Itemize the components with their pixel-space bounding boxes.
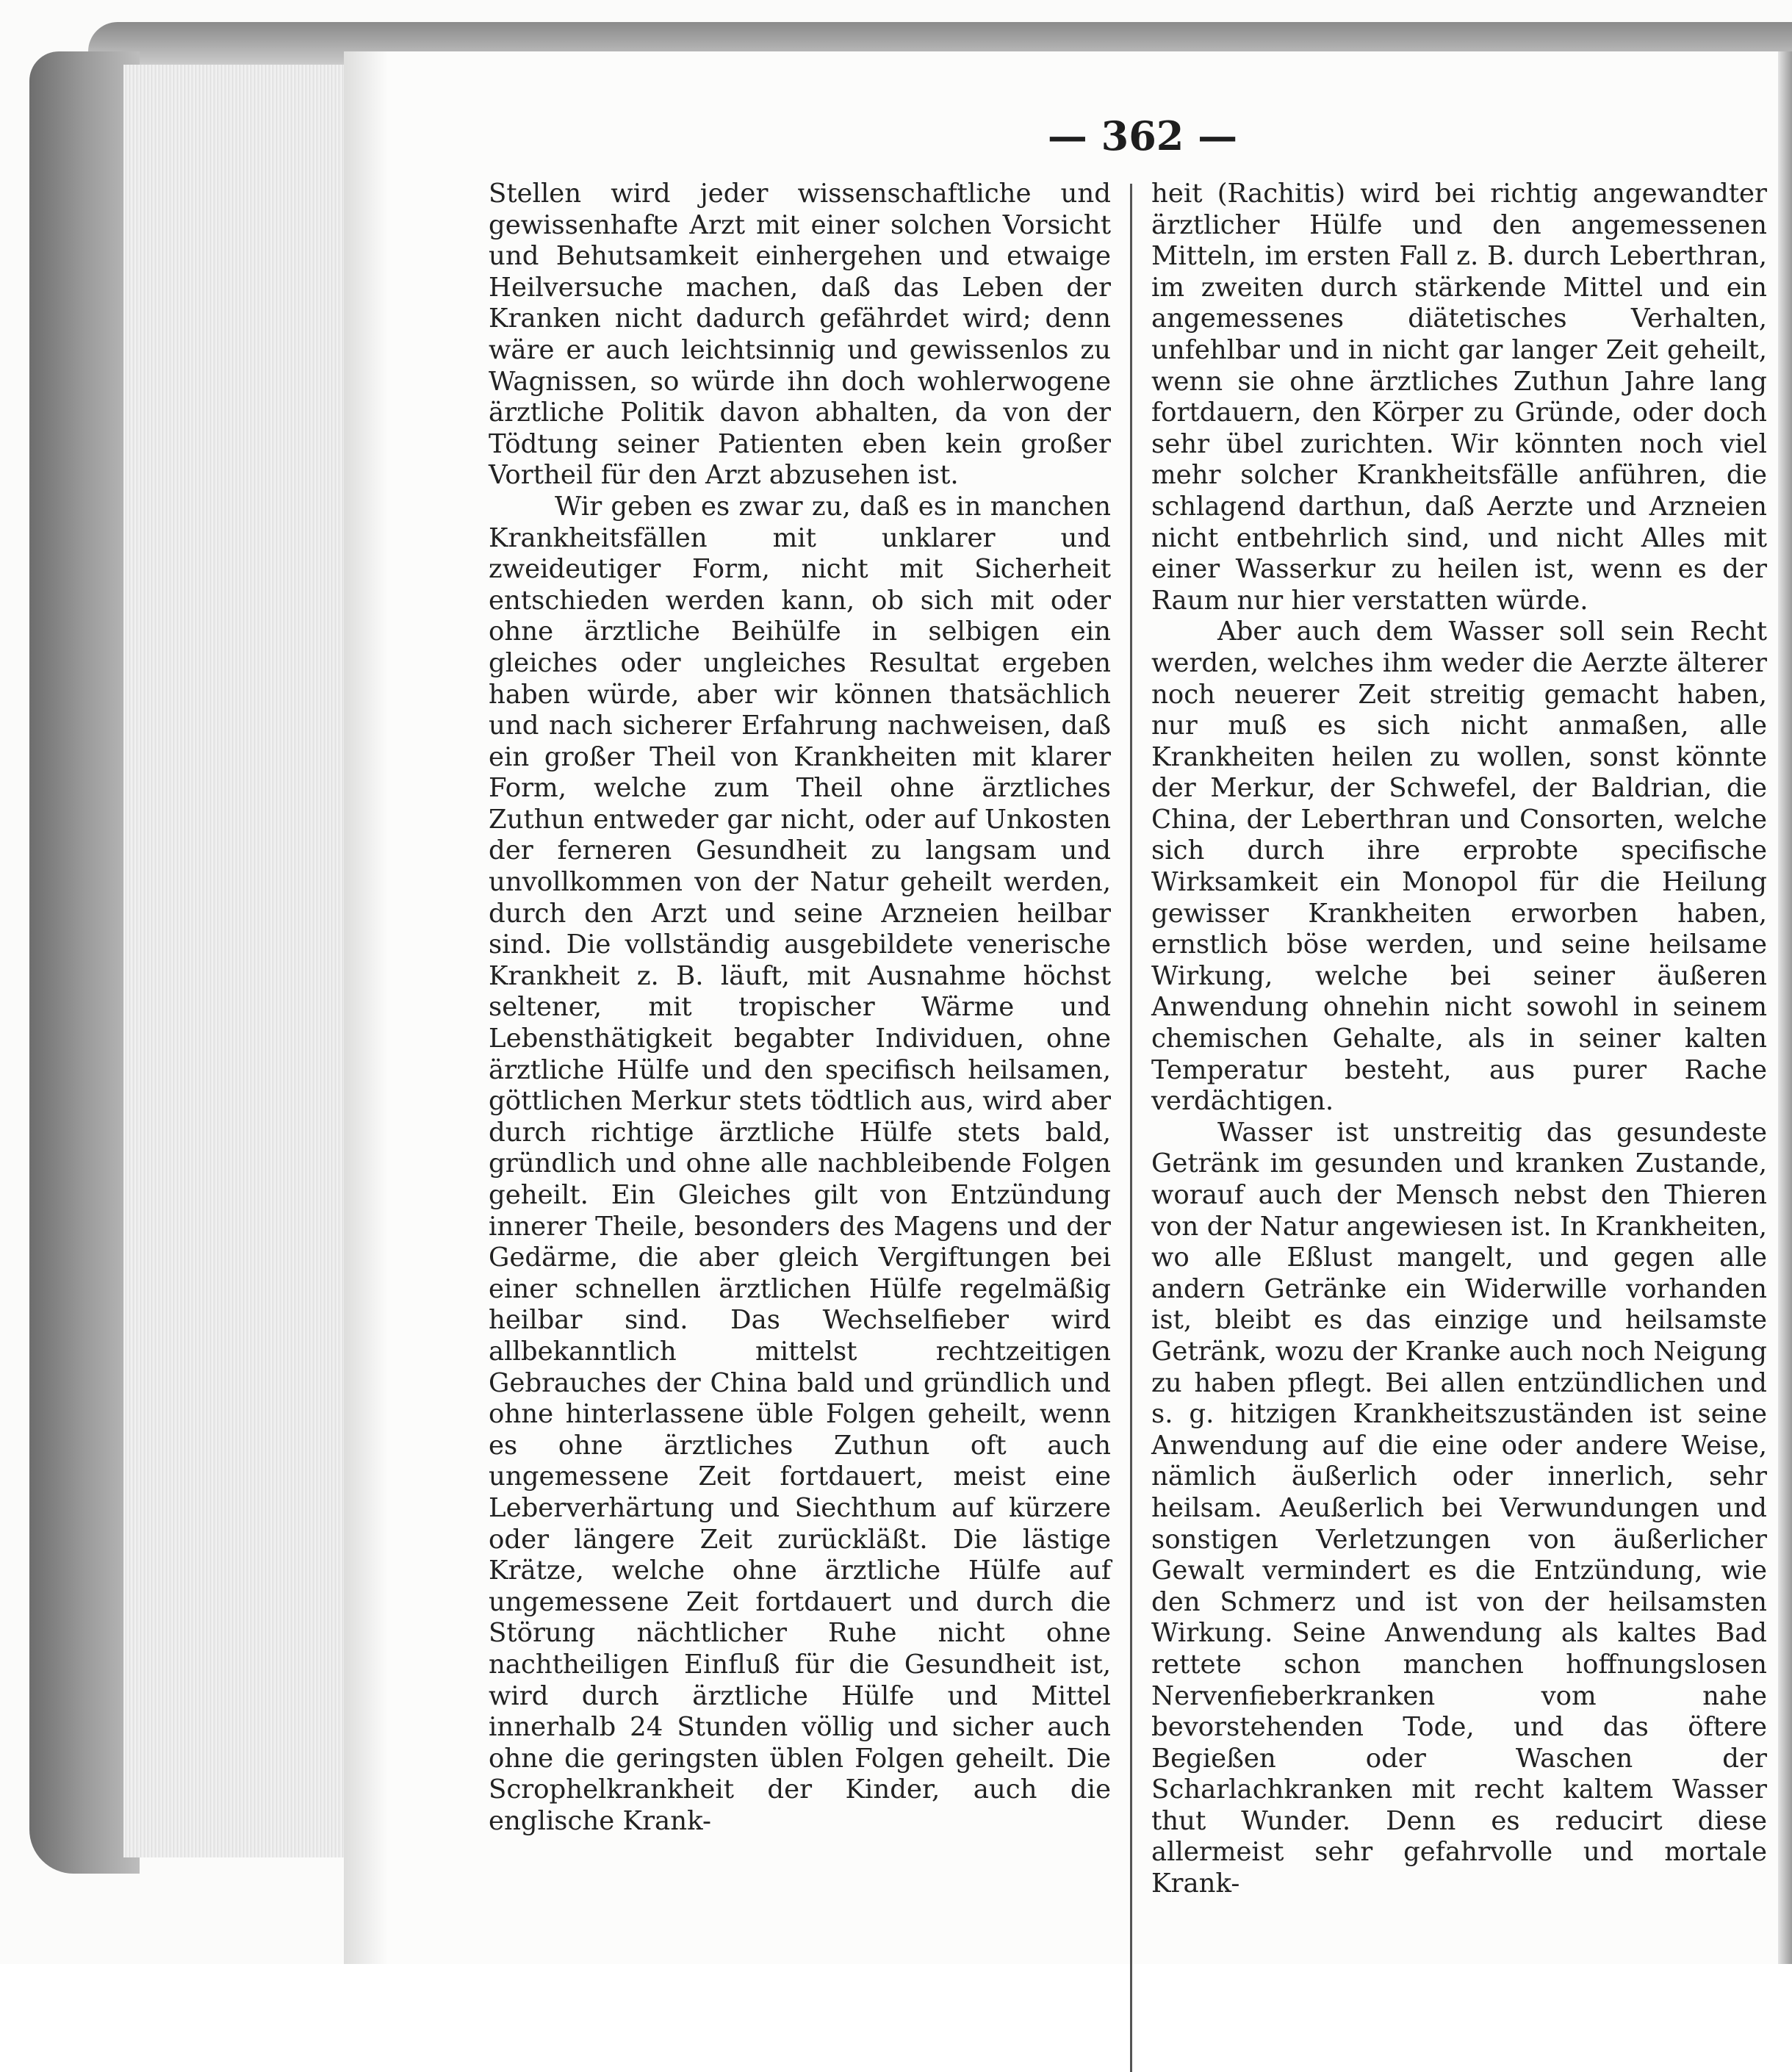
right-text-column	[1151, 179, 1767, 1900]
paragraph: Stellen wird jeder wissenschaftliche und gewissenhafte Arzt mit einer solchen Vorsicht und Behutsamkeit einhergehen und etwaige Heilversuche machen, daß das Leben der Kranken nicht dadurch gefährdet wird; denn wäre er auch leichtsinnig und gewissenlos zu Wagnissen, so würde ihn doch wohlerwogene ärztliche Politik davon abhalten, da von der Tödtung seiner Patienten eben kein großer Vortheil für den Arzt abzusehen ist.	[489, 179, 1111, 491]
page-stack-edges	[123, 65, 345, 1857]
page-number: — 362 —	[1047, 112, 1238, 159]
binding-shadow	[344, 51, 388, 1964]
page-right-edge	[1778, 51, 1792, 1964]
left-text-column	[489, 179, 1111, 1837]
paragraph: Wasser ist unstreitig das gesundeste Getränk im gesunden und kranken Zustande, worauf auch der Mensch nebst den Thieren von der Natur angewiesen ist. In Krankheiten, wo alle Eßlust mangelt, und gegen alle andern Getränke ein Widerwille vorhanden ist, bleibt es das einzige und heilsamste Getränk, wozu der Kranke auch noch Neigung zu haben pflegt. Bei allen entzündlichen und s. g. hitzigen Krankheitszuständen ist seine Anwendung auf die eine oder andere Weise, nämlich äußerlich oder innerlich, sehr heilsam. Aeußerlich bei Verwundungen und sonstigen Verletzungen von äußerlicher Gewalt vermindert es die Entzündung, wie den Schmerz und ist von der heilsamsten Wirkung. Seine Anwendung als kaltes Bad rettete schon manchen hoffnungslosen Nervenfieberkranken vom nahe bevorstehenden Tode, und das öftere Begießen oder Waschen der Scharlachkranken mit recht kaltem Wasser thut Wunder. Denn es reducirt diese allermeist sehr gefahrvolle und mortale Krank-	[1151, 1117, 1767, 1899]
paragraph: Aber auch dem Wasser soll sein Recht werden, welches ihm weder die Aerzte älterer noch neuerer Zeit streitig gemacht haben, nur muß es sich nicht anmaßen, alle Krankheiten heilen zu wollen, sonst könnte der Merkur, der Schwefel, der Baldrian, die China, der Leberthran und Consorten, welche sich durch ihre erprobte specifische Wirksamkeit ein Monopol für die Heilung gewisser Krankheiten erworben haben, ernstlich böse werden, und seine heilsame Wirkung, welche bei seiner äußeren Anwendung ohnehin nicht sowohl in seinem chemischen Gehalte, als in seiner kalten Temperatur besteht, aus purer Rache verdächtigen.	[1151, 616, 1767, 1117]
paragraph: Wir geben es zwar zu, daß es in manchen Krankheitsfällen mit unklarer und zweideutiger Form, nicht mit Sicherheit entschieden werden kann, ob sich mit oder ohne ärztliche Beihülfe in selbigen ein gleiches oder ungleiches Resultat ergeben haben würde, aber wir können thatsächlich und nach sicherer Erfahrung nachweisen, daß ein großer Theil von Krankheiten mit klarer Form, welche zum Theil ohne ärztliches Zuthun entweder gar nicht, oder auf Unkosten der ferneren Gesundheit zu langsam und unvollkommen von der Natur geheilt werden, durch den Arzt und seine Arzneien heilbar sind. Die vollständig ausgebildete venerische Krankheit z. B. läuft, mit Ausnahme höchst seltener, mit tropischer Wärme und Lebensthätigkeit begabter Individuen, ohne ärztliche Hülfe und den specifisch heilsamen, göttlichen Merkur stets tödtlich aus, wird aber durch richtige ärztliche Hülfe stets bald, gründlich und ohne alle nachbleibende Folgen geheilt. Ein Gleiches gilt von Entzündung innerer Theile, besonders des Magens und der Gedärme, die aber gleich Vergiftungen bei einer schnellen ärztlichen Hülfe regelmäßig heilbar sind. Das Wechselfieber wird allbekanntlich mittelst rechtzeitigen Gebrauches der China bald und gründlich und ohne hinterlassene üble Folgen geheilt, wenn es ohne ärztliches Zuthun oft auch ungemessene Zeit fortdauert, meist eine Leberverhärtung und Siechthum auf kürzere oder längere Zeit zurückläßt. Die lästige Krätze, welche ohne ärztliche Hülfe auf ungemessene Zeit fortdauert und durch die Störung nächtlicher Ruhe nicht ohne nachtheiligen Einfluß für die Gesundheit ist, wird durch ärztliche Hülfe und Mittel innerhalb 24 Stunden völlig und sicher auch ohne die geringsten üblen Folgen geheilt. Die Scrophelkrankheit der Kinder, auch die englische Krank-	[489, 491, 1111, 1836]
paragraph: heit (Rachitis) wird bei richtig angewandter ärztlicher Hülfe und den angemessenen Mitteln, im ersten Fall z. B. durch Leberthran, im zweiten durch stärkende Mittel und ein angemessenes diätetisches Verhalten, unfehlbar und in nicht gar langer Zeit geheilt, wenn sie ohne ärztliches Zuthun Jahre lang fortdauern, den Körper zu Gründe, oder doch sehr übel zurichten. Wir könnten noch viel mehr solcher Krankheitsfälle anführen, die schlagend darthun, daß Aerzte und Arzneien nicht entbehrlich sind, und nicht Alles mit einer Wasserkur zu heilen ist, wenn es der Raum nur hier verstatten würde.	[1151, 179, 1767, 616]
column-divider-rule	[1130, 184, 1132, 2072]
